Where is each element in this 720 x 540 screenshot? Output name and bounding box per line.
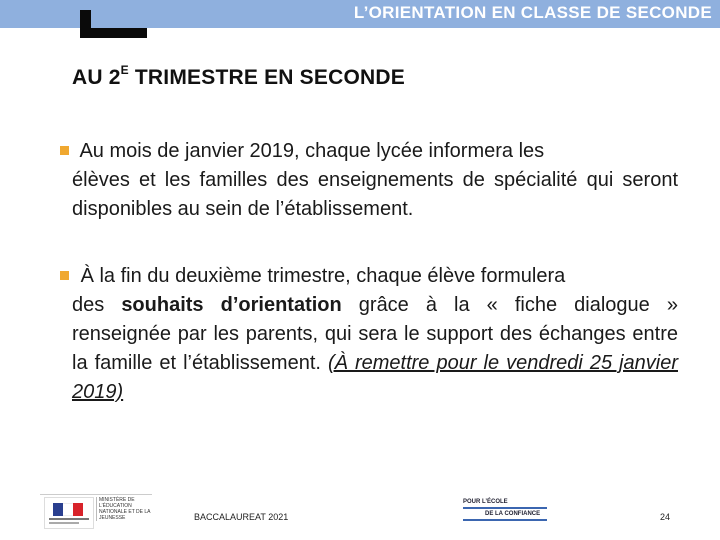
- square-bullet-icon: [60, 146, 69, 155]
- paragraph-1-line1: Au mois de janvier 2019, chaque lycée informera les: [79, 140, 545, 162]
- header-bar: [0, 0, 720, 28]
- paragraph-2-line1: À la fin du deuxième trimestre, chaque élève formulera: [80, 265, 566, 287]
- paragraph-2-deadline: (À remettre pour le vendredi 25 janvier 2019): [72, 352, 678, 403]
- french-flag-icon: [53, 503, 83, 516]
- corner-bracket-horizontal: [80, 28, 147, 38]
- footer-baccalaureat: BACCALAUREAT 2021: [194, 512, 289, 522]
- header-title: L’ORIENTATION EN CLASSE DE SECONDE: [353, 3, 712, 22]
- section-title-sup: E: [120, 63, 129, 77]
- paragraph-2: [60, 262, 678, 407]
- paragraph-2-text-a: des: [72, 294, 122, 316]
- section-title-suffix: TRIMESTRE EN SECONDE: [128, 66, 405, 89]
- page-number: 24: [660, 512, 671, 522]
- confiance-line1: POUR L’ÉCOLE: [463, 499, 508, 505]
- ministry-label: MINISTÈRE DE L’ÉDUCATION NATIONALE ET DE LA JEUNESSE: [96, 497, 155, 521]
- section-title-prefix: AU 2: [72, 66, 121, 89]
- paragraph-2-body: [60, 291, 678, 407]
- confiance-logo: [463, 498, 547, 522]
- paragraph-1-rest: élèves et les familles des enseignements de spécialité qui seront disponibles au sein de l’établissement.: [72, 169, 678, 220]
- square-bullet-icon: [60, 271, 69, 280]
- paragraph-1: [60, 137, 678, 224]
- paragraph-2-text-b: grâce à la « fiche dialogue » renseignée par les parents, qui sera le support des échanges entre la famille et l’établissement.: [72, 294, 678, 374]
- marianne-logo: [44, 497, 94, 529]
- confiance-line2: DE LA CONFIANCE: [485, 511, 541, 517]
- paragraph-2-bold: souhaits d’orientation: [121, 294, 342, 316]
- footer-divider: [40, 494, 152, 495]
- section-title: [72, 63, 405, 90]
